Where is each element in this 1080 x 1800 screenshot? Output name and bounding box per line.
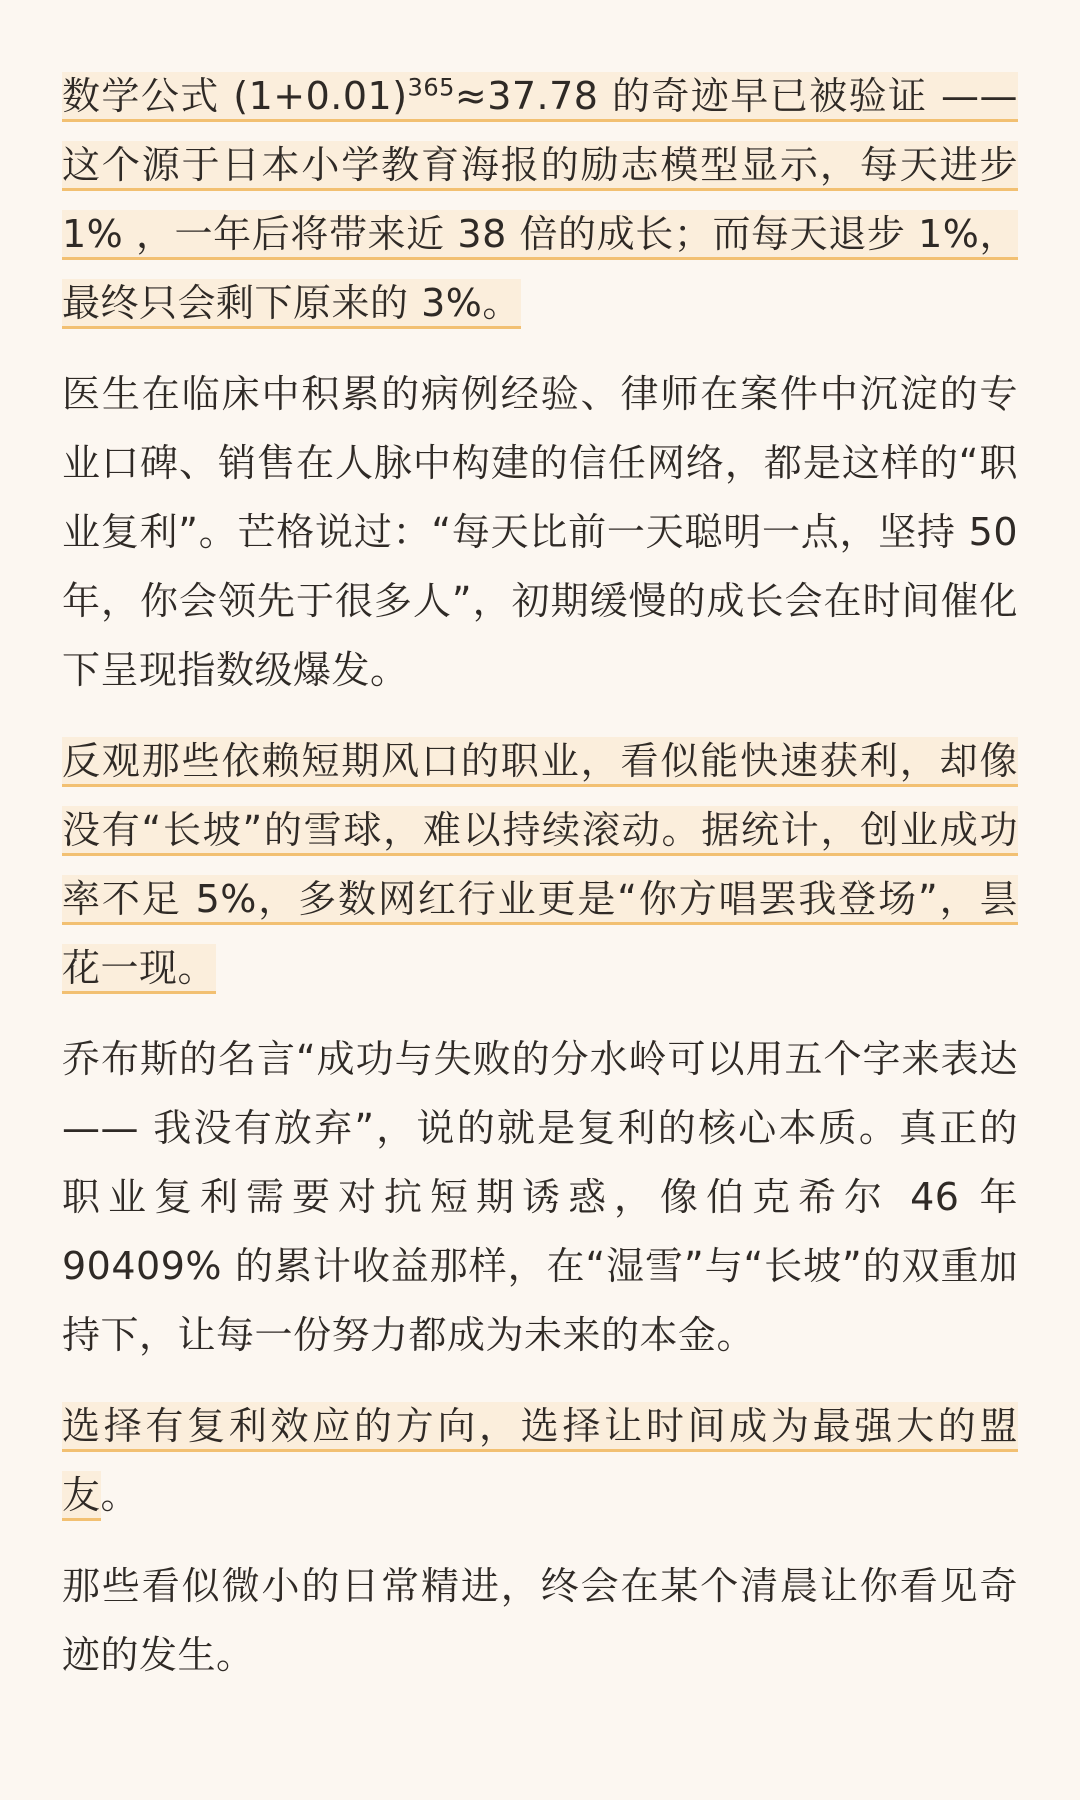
paragraph-jobs-quote (62, 1025, 1018, 1370)
paragraph-choose-direction (62, 1392, 1018, 1530)
highlighted-text: 选择有复利效应的方向，选择让时间成为最强大的盟友 (62, 1402, 1018, 1521)
paragraph-short-term-careers (62, 727, 1018, 1003)
formula-exponent: 365 (407, 73, 455, 102)
paragraph-text: 那些看似微小的日常精进，终会在某个清晨让你看见奇迹的发生。 (62, 1564, 1018, 1677)
paragraph-text: 乔布斯的名言“成功与失败的分水岭可以用五个字来表达 —— 我没有放弃”，说的就是复利的核心本质。真正的职业复利需要对抗短期诱惑，像伯克希尔 46 年 90409% 的累计收益那样，在“湿雪”与“长坡”的双重加持下，让每一份努力都成为未来的本金。 (62, 1037, 1018, 1357)
paragraph-tail-punctuation: 。 (100, 1473, 140, 1517)
formula-description: ≈37.78 的奇迹早已被验证 —— 这个源于日本小学教育海报的励志模型显示，每天进步 1% ，一年后将带来近 38 倍的成长；而每天退步 1%，最终只会剩下原来的 3%。 (62, 74, 1018, 325)
highlighted-text: 反观那些依赖短期风口的职业，看似能快速获利，却像没有“长坡”的雪球，难以持续滚动。据统计，创业成功率不足 5%，多数网红行业更是“你方唱罢我登场”，昙花一现。 (62, 737, 1018, 994)
paragraph-career-compounding (62, 360, 1018, 705)
paragraph-closing (62, 1552, 1018, 1690)
formula-text: 数学公式 (1+0.01) (62, 74, 408, 118)
highlighted-text (62, 72, 1018, 329)
paragraph-text: 医生在临床中积累的病例经验、律师在案件中沉淀的专业口碑、销售在人脉中构建的信任网络，都是这样的“职业复利”。芒格说过：“每天比前一天聪明一点，坚持 50 年，你会领先于很多人”，初期缓慢的成长会在时间催化下呈现指数级爆发。 (62, 372, 1018, 692)
paragraph-formula (62, 62, 1018, 338)
